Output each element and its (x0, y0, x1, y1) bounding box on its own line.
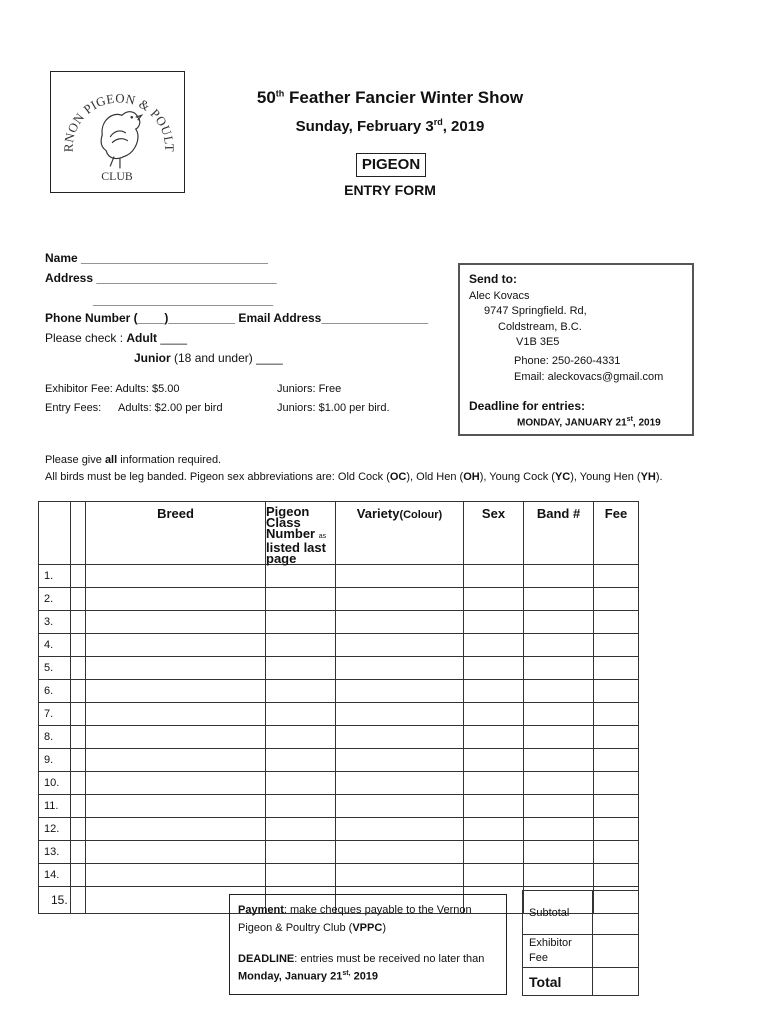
band-cell[interactable] (524, 749, 594, 772)
payment-line-2 (238, 922, 386, 934)
club-logo (50, 71, 185, 193)
variety-cell[interactable] (336, 726, 464, 749)
address-field-2[interactable]: ___________________________ (93, 293, 274, 307)
class-cell[interactable] (266, 841, 336, 864)
row-number: 5. (39, 657, 71, 680)
date-year: , 2019 (442, 118, 485, 135)
breed-cell[interactable] (86, 818, 266, 841)
exhibitor-fee-label (523, 935, 593, 968)
class-cell[interactable] (266, 795, 336, 818)
breed-cell[interactable] (86, 726, 266, 749)
breed-cell[interactable] (86, 565, 266, 588)
fee-cell[interactable] (594, 749, 639, 772)
fee-cell[interactable] (594, 634, 639, 657)
table-row (39, 841, 639, 864)
variety-cell[interactable] (336, 588, 464, 611)
breed-cell[interactable] (86, 611, 266, 634)
total-row (523, 968, 639, 996)
sex-cell[interactable] (464, 703, 524, 726)
row-number: 3. (39, 611, 71, 634)
class-cell[interactable] (266, 611, 336, 634)
sex-cell[interactable] (464, 657, 524, 680)
please-check-label: Please check : (45, 331, 124, 345)
send-to-postal: V1B 3E5 (516, 336, 560, 348)
table-row (39, 818, 639, 841)
junior-check-row (134, 351, 283, 365)
adult-checkbox-blank[interactable]: ____ (160, 331, 188, 345)
payment-date-sup: st, (342, 970, 351, 977)
col-number-header (39, 502, 71, 565)
band-cell[interactable] (524, 611, 594, 634)
phone-email-field[interactable]: Phone Number (____)__________ Email Address________________ (45, 311, 429, 325)
send-to-box (458, 263, 694, 436)
row-number: 11. (39, 795, 71, 818)
fee-cell[interactable] (594, 565, 639, 588)
col-class-header (266, 502, 336, 565)
entry-fees-label: Entry Fees: (45, 402, 102, 414)
col-spacer-header (71, 502, 86, 565)
variety-cell[interactable] (336, 818, 464, 841)
pigeon-label-box: PIGEON (356, 153, 426, 177)
row-spacer (71, 841, 86, 864)
col-fee-header: Fee (594, 502, 639, 565)
row-number: 8. (39, 726, 71, 749)
sex-cell[interactable] (464, 795, 524, 818)
payment-box (229, 894, 507, 995)
col-sex-header: Sex (464, 502, 524, 565)
title-text: Feather Fancier Winter Show (289, 88, 524, 107)
deadline-date (517, 416, 661, 428)
payment-date-text: Monday, January 21 (238, 970, 343, 983)
fee-cell[interactable] (594, 841, 639, 864)
row-spacer (71, 588, 86, 611)
row-spacer (71, 864, 86, 887)
class-header-line3: listed last page (266, 540, 326, 566)
band-note (45, 471, 663, 483)
class-cell[interactable] (266, 818, 336, 841)
abbr-oc: OC (389, 471, 407, 483)
adult-check-row (45, 331, 187, 345)
info-note (45, 454, 221, 466)
entry-fees-adults: Adults: $2.00 per bird (118, 402, 223, 414)
sex-cell[interactable] (464, 588, 524, 611)
fee-cell[interactable] (594, 680, 639, 703)
row-spacer (71, 680, 86, 703)
entry-rows (39, 565, 639, 914)
table-row (39, 611, 639, 634)
show-date (220, 117, 560, 135)
row-number: 15. (39, 887, 71, 914)
svg-text:VERNON PIGEON & POULTRY (51, 72, 176, 152)
band-cell[interactable] (524, 795, 594, 818)
class-header-line2-small: as (318, 533, 327, 540)
subtotal-label: Subtotal (523, 891, 593, 935)
payment-text-1: : make cheques payable to the Vernon (283, 904, 472, 916)
variety-header-text: Variety (356, 506, 400, 521)
variety-cell[interactable] (336, 795, 464, 818)
variety-cell[interactable] (336, 634, 464, 657)
row-spacer (71, 726, 86, 749)
row-number: 7. (39, 703, 71, 726)
breed-cell[interactable] (86, 795, 266, 818)
row-number: 14. (39, 864, 71, 887)
sex-cell[interactable] (464, 565, 524, 588)
class-cell[interactable] (266, 634, 336, 657)
send-to-street: 9747 Springfield. Rd, (484, 305, 587, 317)
deadline-heading: Deadline for entries: (469, 399, 586, 413)
sex-cell[interactable] (464, 841, 524, 864)
class-cell[interactable] (266, 588, 336, 611)
table-row (39, 703, 639, 726)
date-text: Sunday, February 3 (295, 118, 434, 135)
info-note-post: information required. (117, 454, 222, 466)
payment-label: Payment (238, 904, 284, 916)
band-cell[interactable] (524, 657, 594, 680)
band-note-a: All birds must be leg banded. Pigeon sex abbreviations are: Old Cock ( (45, 471, 390, 483)
entry-form-heading: ENTRY FORM (344, 182, 436, 198)
col-breed-header: Breed (86, 502, 266, 565)
band-cell[interactable] (524, 634, 594, 657)
class-cell[interactable] (266, 657, 336, 680)
variety-cell[interactable] (336, 703, 464, 726)
band-cell[interactable] (524, 818, 594, 841)
exhibitor-fee-label-2: Fee (529, 952, 548, 964)
band-note-d: ), Young Hen ( (570, 471, 641, 483)
send-to-city: Coldstream, B.C. (498, 321, 582, 333)
fee-cell[interactable] (594, 588, 639, 611)
adult-label: Adult (126, 331, 158, 345)
address-field-1[interactable]: Address ___________________________ (45, 271, 277, 285)
table-row (39, 726, 639, 749)
band-cell[interactable] (524, 588, 594, 611)
sex-cell[interactable] (464, 818, 524, 841)
class-header-line1: Pigeon Class (266, 504, 310, 530)
row-spacer (71, 634, 86, 657)
row-number: 6. (39, 680, 71, 703)
fee-cell[interactable] (594, 726, 639, 749)
table-row (39, 657, 639, 680)
date-superscript: rd (433, 117, 443, 127)
variety-cell[interactable] (336, 680, 464, 703)
row-number: 13. (39, 841, 71, 864)
exhibitor-fee-adults: Exhibitor Fee: Adults: $5.00 (45, 383, 180, 395)
send-to-email[interactable]: Email: aleckovacs@gmail.com (514, 371, 664, 383)
name-field[interactable]: Name ____________________________ (45, 251, 268, 265)
row-number: 2. (39, 588, 71, 611)
deadline-date-sup: st (626, 416, 633, 423)
band-cell[interactable] (524, 772, 594, 795)
sex-cell[interactable] (464, 772, 524, 795)
title-superscript: th (275, 88, 285, 99)
deadline-date-text: MONDAY, JANUARY 21 (517, 417, 627, 429)
table-row (39, 772, 639, 795)
fee-cell[interactable] (594, 772, 639, 795)
class-cell[interactable] (266, 565, 336, 588)
col-variety-header (336, 502, 464, 565)
variety-cell[interactable] (336, 657, 464, 680)
entry-fees-juniors: Juniors: $1.00 per bird. (277, 402, 390, 414)
table-header-row (39, 502, 639, 565)
row-spacer (71, 703, 86, 726)
payment-text-2: Pigeon & Poultry Club ( (238, 922, 353, 934)
variety-cell[interactable] (336, 841, 464, 864)
total-label: Total (523, 968, 593, 996)
subtotal-value-cell[interactable] (593, 891, 639, 935)
class-header-line2: Number (266, 526, 316, 541)
breed-cell[interactable] (86, 703, 266, 726)
variety-cell[interactable] (336, 772, 464, 795)
row-number: 12. (39, 818, 71, 841)
payment-line-1 (238, 904, 472, 916)
row-spacer (71, 887, 86, 914)
show-title (220, 88, 560, 108)
sex-cell[interactable] (464, 611, 524, 634)
band-cell[interactable] (524, 703, 594, 726)
subtotal-row (523, 891, 639, 935)
table-row (39, 864, 639, 887)
abbr-yc: YC (554, 471, 571, 483)
band-cell[interactable] (524, 726, 594, 749)
fee-cell[interactable] (594, 818, 639, 841)
fee-cell[interactable] (594, 703, 639, 726)
variety-cell[interactable] (336, 749, 464, 772)
payment-line-3 (238, 953, 484, 965)
class-cell[interactable] (266, 749, 336, 772)
abbr-yh: YH (640, 471, 656, 483)
variety-cell[interactable] (336, 565, 464, 588)
row-number: 1. (39, 565, 71, 588)
deadline-date-year: , 2019 (632, 417, 661, 429)
send-to-heading: Send to: (469, 272, 517, 286)
sex-cell[interactable] (464, 864, 524, 887)
row-spacer (71, 772, 86, 795)
class-cell[interactable] (266, 703, 336, 726)
fee-cell[interactable] (594, 611, 639, 634)
class-cell[interactable] (266, 680, 336, 703)
logo-club-text: CLUB (101, 169, 133, 184)
payment-text-2-post: ) (382, 922, 386, 934)
band-note-b: ), Old Hen ( (406, 471, 464, 483)
totals-table (522, 890, 639, 996)
band-cell[interactable] (524, 565, 594, 588)
sex-cell[interactable] (464, 634, 524, 657)
junior-checkbox-blank[interactable]: (18 and under) ____ (174, 351, 283, 365)
variety-header-small: (Colour) (399, 509, 443, 521)
breed-cell[interactable] (86, 634, 266, 657)
send-to-phone: Phone: 250-260-4331 (514, 355, 621, 367)
table-row (39, 680, 639, 703)
variety-cell[interactable] (336, 864, 464, 887)
col-band-header: Band # (524, 502, 594, 565)
breed-cell[interactable] (86, 680, 266, 703)
row-spacer (71, 749, 86, 772)
row-spacer (71, 611, 86, 634)
band-note-e: ). (655, 471, 663, 483)
payment-deadline-text: : entries must be received no later than (294, 953, 485, 965)
table-row (39, 588, 639, 611)
payment-vppc: VPPC (352, 922, 383, 934)
band-cell[interactable] (524, 841, 594, 864)
table-row (39, 749, 639, 772)
exhibitor-fee-label-1: Exhibitor (529, 937, 572, 949)
class-cell[interactable] (266, 864, 336, 887)
info-note-bold: all (104, 454, 118, 466)
payment-date-year: 2019 (350, 970, 379, 983)
row-spacer (71, 795, 86, 818)
fee-cell[interactable] (594, 795, 639, 818)
row-number: 9. (39, 749, 71, 772)
info-note-pre: Please give (45, 454, 105, 466)
breed-cell[interactable] (86, 657, 266, 680)
row-spacer (71, 818, 86, 841)
breed-cell[interactable] (86, 841, 266, 864)
sex-cell[interactable] (464, 749, 524, 772)
title-number: 50 (256, 88, 276, 107)
variety-cell[interactable] (336, 611, 464, 634)
class-cell[interactable] (266, 772, 336, 795)
table-row (39, 795, 639, 818)
pigeon-logo-icon (51, 72, 184, 192)
logo-arc-text: RNON PIGEON & POULT (61, 91, 177, 153)
exhibitor-fee-row (523, 935, 639, 968)
row-number: 4. (39, 634, 71, 657)
breed-cell[interactable] (86, 588, 266, 611)
table-row (39, 565, 639, 588)
entry-table (38, 501, 639, 914)
row-spacer (71, 657, 86, 680)
band-cell[interactable] (524, 864, 594, 887)
payment-deadline-label: DEADLINE (238, 953, 295, 965)
total-value-cell[interactable] (593, 968, 639, 996)
row-spacer (71, 565, 86, 588)
abbr-oh: OH (463, 471, 480, 483)
band-note-c: ), Young Cock ( (479, 471, 555, 483)
band-cell[interactable] (524, 680, 594, 703)
sex-cell[interactable] (464, 680, 524, 703)
row-number: 10. (39, 772, 71, 795)
breed-cell[interactable] (86, 864, 266, 887)
table-row (39, 634, 639, 657)
breed-cell[interactable] (86, 749, 266, 772)
fee-cell[interactable] (594, 657, 639, 680)
payment-line-4 (238, 970, 378, 983)
sex-cell[interactable] (464, 726, 524, 749)
class-cell[interactable] (266, 726, 336, 749)
breed-cell[interactable] (86, 772, 266, 795)
send-to-name: Alec Kovacs (469, 290, 530, 302)
exhibitor-fee-value-cell[interactable] (593, 935, 639, 968)
exhibitor-fee-juniors: Juniors: Free (277, 383, 342, 395)
junior-label: Junior (134, 351, 171, 365)
fee-cell[interactable] (594, 864, 639, 887)
